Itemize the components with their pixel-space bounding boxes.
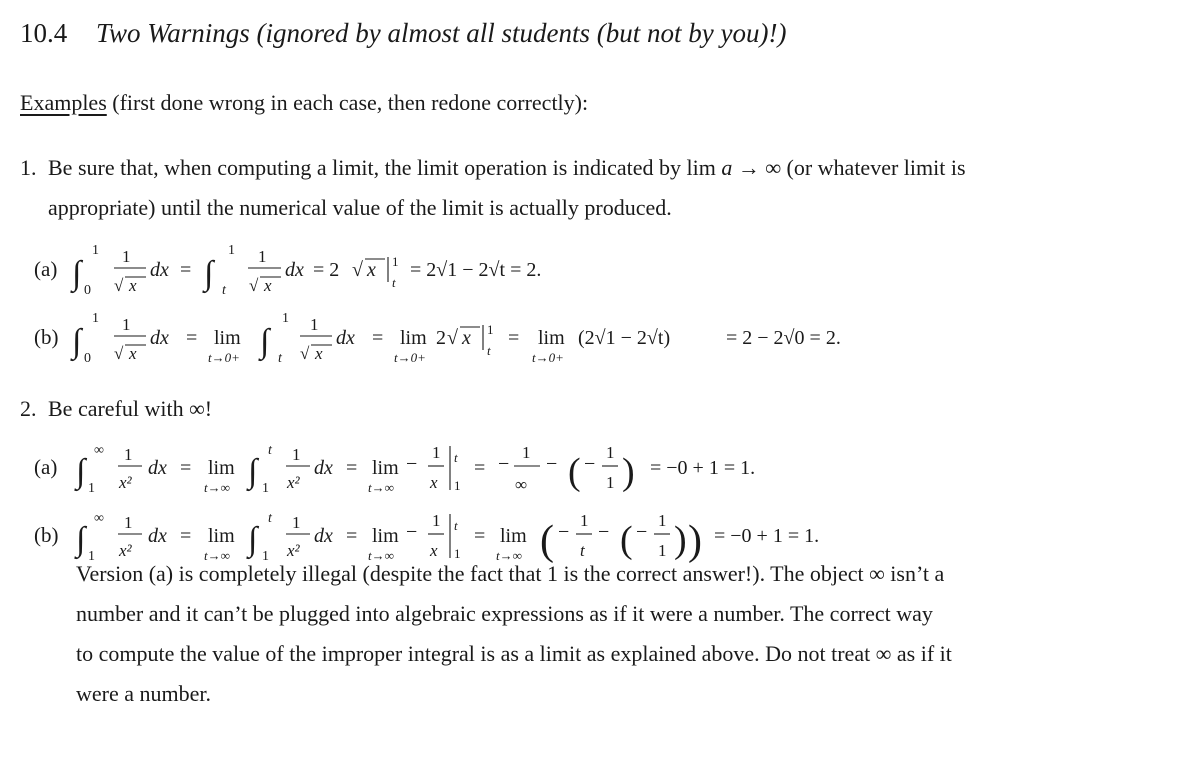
equals: = bbox=[474, 525, 486, 547]
closing-line-4: were a number. bbox=[76, 681, 211, 706]
equation-1b-end: = 2 − 2√0 = 2. bbox=[726, 327, 841, 349]
lim-subscript: t→∞ bbox=[368, 548, 394, 563]
examples-description: (first done wrong in each case, then redone correctly): bbox=[106, 90, 589, 115]
upper-limit: t bbox=[268, 443, 272, 458]
sqrt-sign: √ bbox=[352, 259, 363, 281]
sqrt-sign: √ bbox=[300, 344, 310, 363]
equation-2b bbox=[34, 511, 819, 564]
lower-limit: 1 bbox=[262, 549, 269, 564]
lim-subscript: t→∞ bbox=[368, 480, 394, 495]
var-x: x bbox=[315, 344, 323, 363]
integral-sign: ∫ bbox=[248, 453, 258, 490]
right-paren: ) bbox=[622, 451, 635, 493]
sqrt-sign: √ bbox=[249, 276, 259, 295]
lim-subscript: t→∞ bbox=[204, 548, 230, 563]
lim: lim bbox=[400, 327, 427, 349]
minus: − bbox=[636, 521, 648, 543]
label-1a: (a) bbox=[34, 257, 58, 281]
equals: = bbox=[372, 327, 384, 349]
denominator: t bbox=[580, 541, 585, 560]
lim-subscript: t→∞ bbox=[204, 480, 230, 495]
numerator: 1 bbox=[522, 443, 531, 462]
numerator: 1 bbox=[292, 445, 301, 464]
lower-limit: t bbox=[278, 351, 282, 366]
lim: lim bbox=[208, 525, 235, 547]
section-number: 10.4 bbox=[20, 18, 68, 48]
sqrt-sign: √ bbox=[114, 276, 124, 295]
section-title: Two Warnings (ignored by almost all students (but not by you)!) bbox=[96, 18, 787, 48]
denominator: x² bbox=[119, 541, 132, 560]
big-left-paren: ( bbox=[540, 518, 554, 564]
equals: = bbox=[508, 327, 520, 349]
var-x: x bbox=[129, 344, 137, 363]
eval-upper: 1 bbox=[487, 322, 494, 337]
upper-limit: ∞ bbox=[94, 511, 104, 526]
numerator: 1 bbox=[124, 513, 133, 532]
label-1b: (b) bbox=[34, 325, 59, 349]
upper-limit: 1 bbox=[92, 311, 99, 326]
upper-limit: 1 bbox=[228, 243, 235, 258]
right-paren: ) bbox=[674, 519, 687, 561]
dx: dx bbox=[336, 327, 355, 349]
dx: dx bbox=[150, 259, 169, 281]
equation-1b bbox=[34, 311, 841, 366]
var-x: x bbox=[462, 327, 471, 349]
var-x: x bbox=[264, 276, 272, 295]
upper-limit: t bbox=[268, 511, 272, 526]
upper-limit: 1 bbox=[92, 243, 99, 258]
sqrt-sign: √ bbox=[114, 344, 124, 363]
denominator: x² bbox=[287, 473, 300, 492]
eval-upper: t bbox=[454, 518, 458, 533]
dx: dx bbox=[148, 525, 167, 547]
numerator: 1 bbox=[658, 511, 667, 530]
equation-2a-end: = −0 + 1 = 1. bbox=[650, 457, 756, 479]
lim: lim bbox=[214, 327, 241, 349]
denominator: x bbox=[430, 541, 438, 560]
equals: = bbox=[180, 259, 192, 281]
lim: lim bbox=[208, 457, 235, 479]
eval-lower: 1 bbox=[454, 546, 461, 561]
denominator: x² bbox=[119, 473, 132, 492]
left-paren: ( bbox=[568, 451, 581, 493]
equals-2: = 2 bbox=[313, 259, 340, 281]
numerator: 1 bbox=[258, 247, 267, 266]
dx: dx bbox=[285, 259, 304, 281]
item-1-text-before: Be sure that, when computing a limit, the limit operation is indicated by lim bbox=[48, 155, 716, 180]
minus: − bbox=[598, 521, 610, 543]
equation-2a bbox=[34, 443, 755, 496]
item-1-text-after: (or whatever limit is bbox=[786, 155, 966, 180]
lower-limit: 0 bbox=[84, 283, 91, 298]
var-x: x bbox=[129, 276, 137, 295]
lim: lim bbox=[372, 457, 399, 479]
equation-2b-end: = −0 + 1 = 1. bbox=[714, 525, 820, 547]
lower-limit: 0 bbox=[84, 351, 91, 366]
numerator: 1 bbox=[310, 315, 319, 334]
eval-upper: t bbox=[454, 450, 458, 465]
paren-expression: (2√1 − 2√t) bbox=[578, 327, 671, 349]
equals: = bbox=[186, 327, 198, 349]
item-1-math-inline: a → ∞ bbox=[721, 155, 782, 180]
numerator: 1 bbox=[580, 511, 589, 530]
integral-sign: ∫ bbox=[72, 323, 82, 360]
item-2-number: 2. bbox=[20, 396, 37, 421]
minus: − bbox=[584, 453, 596, 475]
equals: = bbox=[180, 525, 192, 547]
minus: − bbox=[546, 453, 558, 475]
eval-lower: 1 bbox=[454, 478, 461, 493]
lim-subscript: t→∞ bbox=[496, 548, 522, 563]
integral-sign: ∫ bbox=[260, 323, 270, 360]
var-x: x bbox=[367, 259, 376, 281]
lim: lim bbox=[538, 327, 565, 349]
examples-label: Examples bbox=[20, 90, 107, 115]
eval-upper: 1 bbox=[392, 254, 399, 269]
numerator: 1 bbox=[432, 511, 441, 530]
lower-limit: 1 bbox=[262, 481, 269, 496]
lim: lim bbox=[500, 525, 527, 547]
dx: dx bbox=[314, 457, 333, 479]
equation-1a bbox=[34, 243, 541, 298]
lim-subscript: t→0+ bbox=[532, 350, 564, 365]
numerator: 1 bbox=[606, 443, 615, 462]
equals: = bbox=[474, 457, 486, 479]
item-1-text-line2: appropriate) until the numerical value of the limit is actually produced. bbox=[48, 195, 672, 220]
upper-limit: ∞ bbox=[94, 443, 104, 458]
numerator: 1 bbox=[122, 247, 131, 266]
numerator: 1 bbox=[122, 315, 131, 334]
lim-subscript: t→0+ bbox=[394, 350, 426, 365]
lower-limit: 1 bbox=[88, 481, 95, 496]
big-right-paren: ) bbox=[688, 518, 702, 564]
integral-sign: ∫ bbox=[76, 521, 86, 558]
integral-sign: ∫ bbox=[76, 453, 86, 490]
equation-1a-end: = 2√1 − 2√t = 2. bbox=[410, 259, 542, 281]
lower-limit: t bbox=[222, 283, 226, 298]
minus: − bbox=[406, 521, 418, 543]
numerator: 1 bbox=[124, 445, 133, 464]
dx: dx bbox=[314, 525, 333, 547]
numerator: 1 bbox=[432, 443, 441, 462]
denominator: x bbox=[430, 473, 438, 492]
label-2a: (a) bbox=[34, 455, 58, 479]
denominator: x² bbox=[287, 541, 300, 560]
left-paren: ( bbox=[620, 519, 633, 561]
lim-subscript: t→0+ bbox=[208, 350, 240, 365]
numerator: 1 bbox=[292, 513, 301, 532]
sqrt-sign: √ bbox=[447, 327, 458, 349]
dx: dx bbox=[148, 457, 167, 479]
denominator: 1 bbox=[658, 541, 667, 560]
closing-line-1: Version (a) is completely illegal (despite the fact that 1 is the correct answer!). The object ∞ isn’t a bbox=[76, 561, 945, 586]
integral-sign: ∫ bbox=[72, 255, 82, 292]
denominator: 1 bbox=[606, 473, 615, 492]
lower-limit: 1 bbox=[88, 549, 95, 564]
eval-lower: t bbox=[392, 275, 396, 290]
item-2-text: Be careful with ∞! bbox=[48, 396, 213, 421]
equals: = bbox=[346, 525, 358, 547]
integral-sign: ∫ bbox=[204, 255, 214, 292]
minus: − bbox=[406, 453, 418, 475]
closing-line-3: to compute the value of the improper integral is as a limit as explained above. Do not treat ∞ as if it bbox=[76, 641, 952, 666]
integral-sign: ∫ bbox=[248, 521, 258, 558]
eval-lower: t bbox=[487, 343, 491, 358]
item-1-number: 1. bbox=[20, 155, 37, 180]
equals: = bbox=[346, 457, 358, 479]
closing-line-2: number and it can’t be plugged into algebraic expressions as if it were a number. The correct way bbox=[76, 601, 933, 626]
equals: = bbox=[180, 457, 192, 479]
denominator: ∞ bbox=[515, 475, 528, 494]
coef-2: 2 bbox=[436, 327, 446, 349]
minus: − bbox=[498, 453, 510, 475]
upper-limit: 1 bbox=[282, 311, 289, 326]
minus: − bbox=[558, 521, 570, 543]
lim: lim bbox=[372, 525, 399, 547]
dx: dx bbox=[150, 327, 169, 349]
label-2b: (b) bbox=[34, 523, 59, 547]
